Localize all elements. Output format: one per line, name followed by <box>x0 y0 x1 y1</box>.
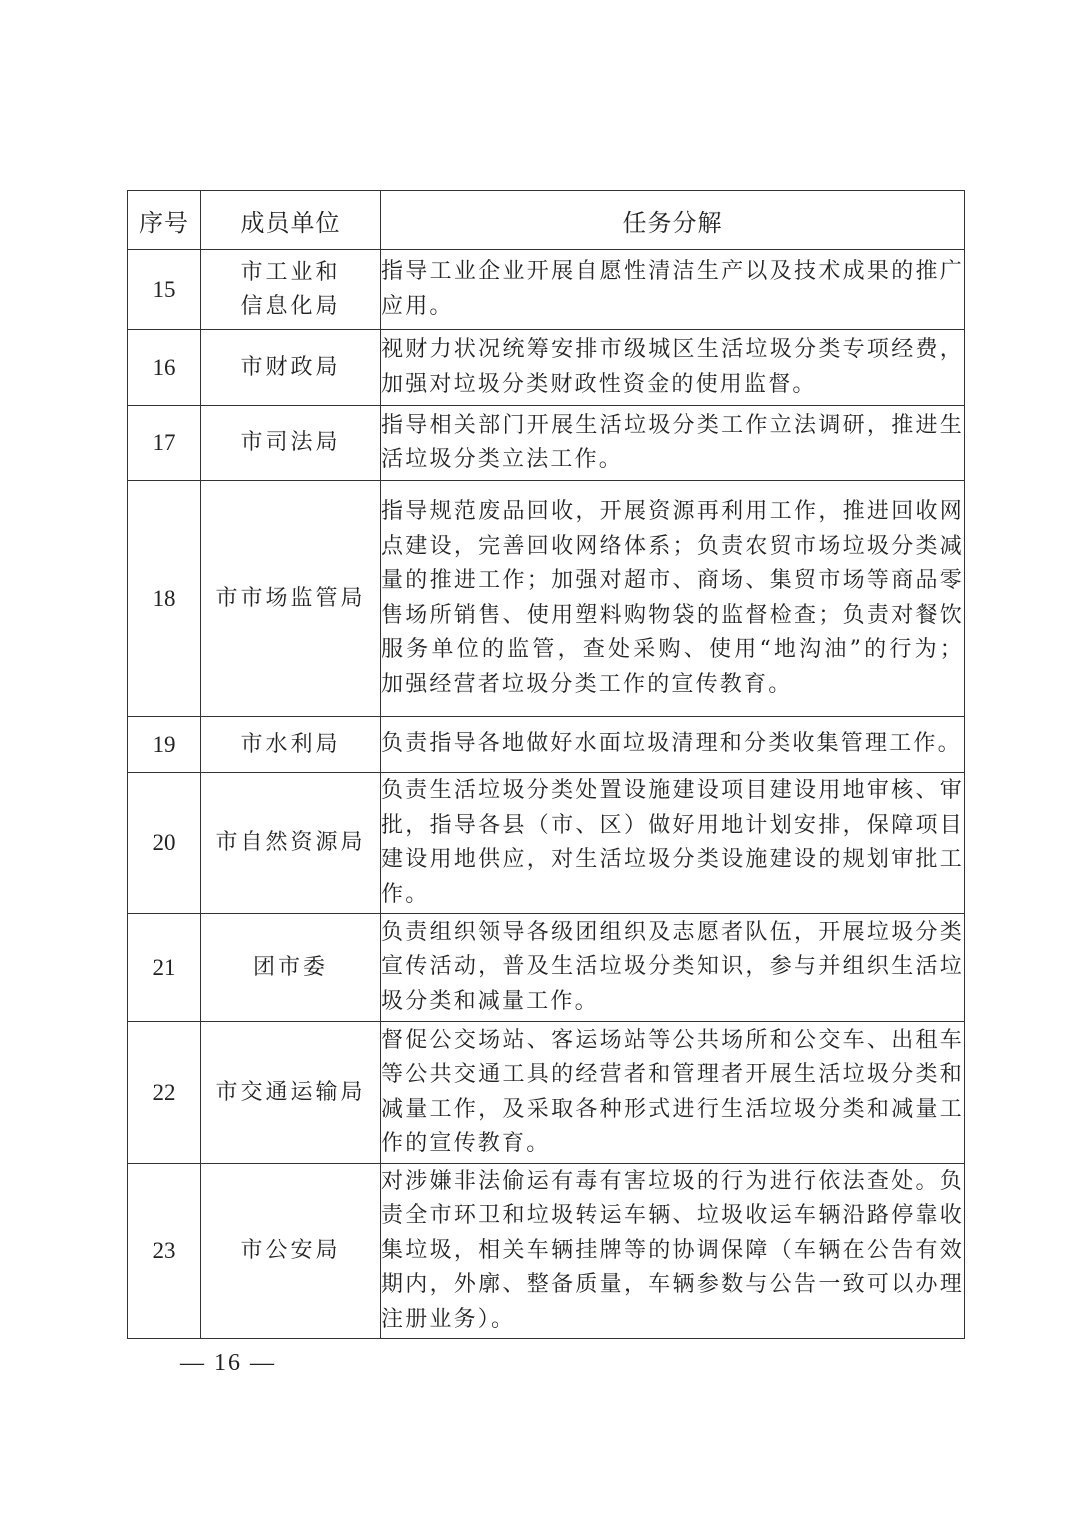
table-row <box>128 250 965 330</box>
row-no: 22 <box>128 1022 201 1164</box>
row-task: 指导规范废品回收，开展资源再利用工作，推进回收网点建设，完善回收网络体系；负责农贸市场垃圾分类减量的推进工作；加强对超市、商场、集贸市场等商品零售场所销售、使用塑料购物袋的监督检查；负责对餐饮服务单位的监管，查处采购、使用“地沟油”的行为；加强经营者垃圾分类工作的宣传教育。 <box>381 481 965 717</box>
row-unit: 市公安局 <box>201 1164 381 1339</box>
row-task: 对涉嫌非法偷运有毒有害垃圾的行为进行依法查处。负责全市环卫和垃圾转运车辆、垃圾收运车辆沿路停靠收集垃圾，相关车辆挂牌等的协调保障（车辆在公告有效期内，外廓、整备质量，车辆参数与公告一致可以办理注册业务）。 <box>381 1164 965 1339</box>
header-task: 任务分解 <box>381 191 965 250</box>
row-no: 19 <box>128 717 201 773</box>
table-row <box>128 717 965 773</box>
row-unit: 市水利局 <box>201 717 381 773</box>
row-task: 视财力状况统筹安排市级城区生活垃圾分类专项经费，加强对垃圾分类财政性资金的使用监督。 <box>381 330 965 406</box>
row-task: 指导相关部门开展生活垃圾分类工作立法调研，推进生活垃圾分类立法工作。 <box>381 406 965 481</box>
row-task: 负责组织领导各级团组织及志愿者队伍，开展垃圾分类宣传活动，普及生活垃圾分类知识，参与并组织生活垃圾分类和减量工作。 <box>381 914 965 1022</box>
table-row <box>128 773 965 914</box>
row-task: 指导工业企业开展自愿性清洁生产以及技术成果的推广应用。 <box>381 250 965 330</box>
row-no: 16 <box>128 330 201 406</box>
row-unit: 市财政局 <box>201 330 381 406</box>
row-unit: 市交通运输局 <box>201 1022 381 1164</box>
table-row <box>128 406 965 481</box>
page-number: — 16 — <box>180 1350 276 1376</box>
table-row <box>128 914 965 1022</box>
header-unit: 成员单位 <box>201 191 381 250</box>
row-no: 23 <box>128 1164 201 1339</box>
task-table <box>127 190 965 1339</box>
row-task: 负责生活垃圾分类处置设施建设项目建设用地审核、审批，指导各县（市、区）做好用地计划安排，保障项目建设用地供应，对生活垃圾分类设施建设的规划审批工作。 <box>381 773 965 914</box>
row-unit: 市司法局 <box>201 406 381 481</box>
row-task: 负责指导各地做好水面垃圾清理和分类收集管理工作。 <box>381 717 965 773</box>
row-unit: 市市场监管局 <box>201 481 381 717</box>
row-no: 15 <box>128 250 201 330</box>
row-unit: 市工业和 信息化局 <box>201 250 381 330</box>
table-header-row <box>128 191 965 250</box>
row-no: 21 <box>128 914 201 1022</box>
row-no: 18 <box>128 481 201 717</box>
table-row <box>128 481 965 717</box>
header-no: 序号 <box>128 191 201 250</box>
row-unit: 市自然资源局 <box>201 773 381 914</box>
row-task: 督促公交场站、客运场站等公共场所和公交车、出租车等公共交通工具的经营者和管理者开展生活垃圾分类和减量工作，及采取各种形式进行生活垃圾分类和减量工作的宣传教育。 <box>381 1022 965 1164</box>
table-row <box>128 1022 965 1164</box>
row-no: 20 <box>128 773 201 914</box>
row-unit: 团市委 <box>201 914 381 1022</box>
row-no: 17 <box>128 406 201 481</box>
table-row <box>128 330 965 406</box>
table-row <box>128 1164 965 1339</box>
